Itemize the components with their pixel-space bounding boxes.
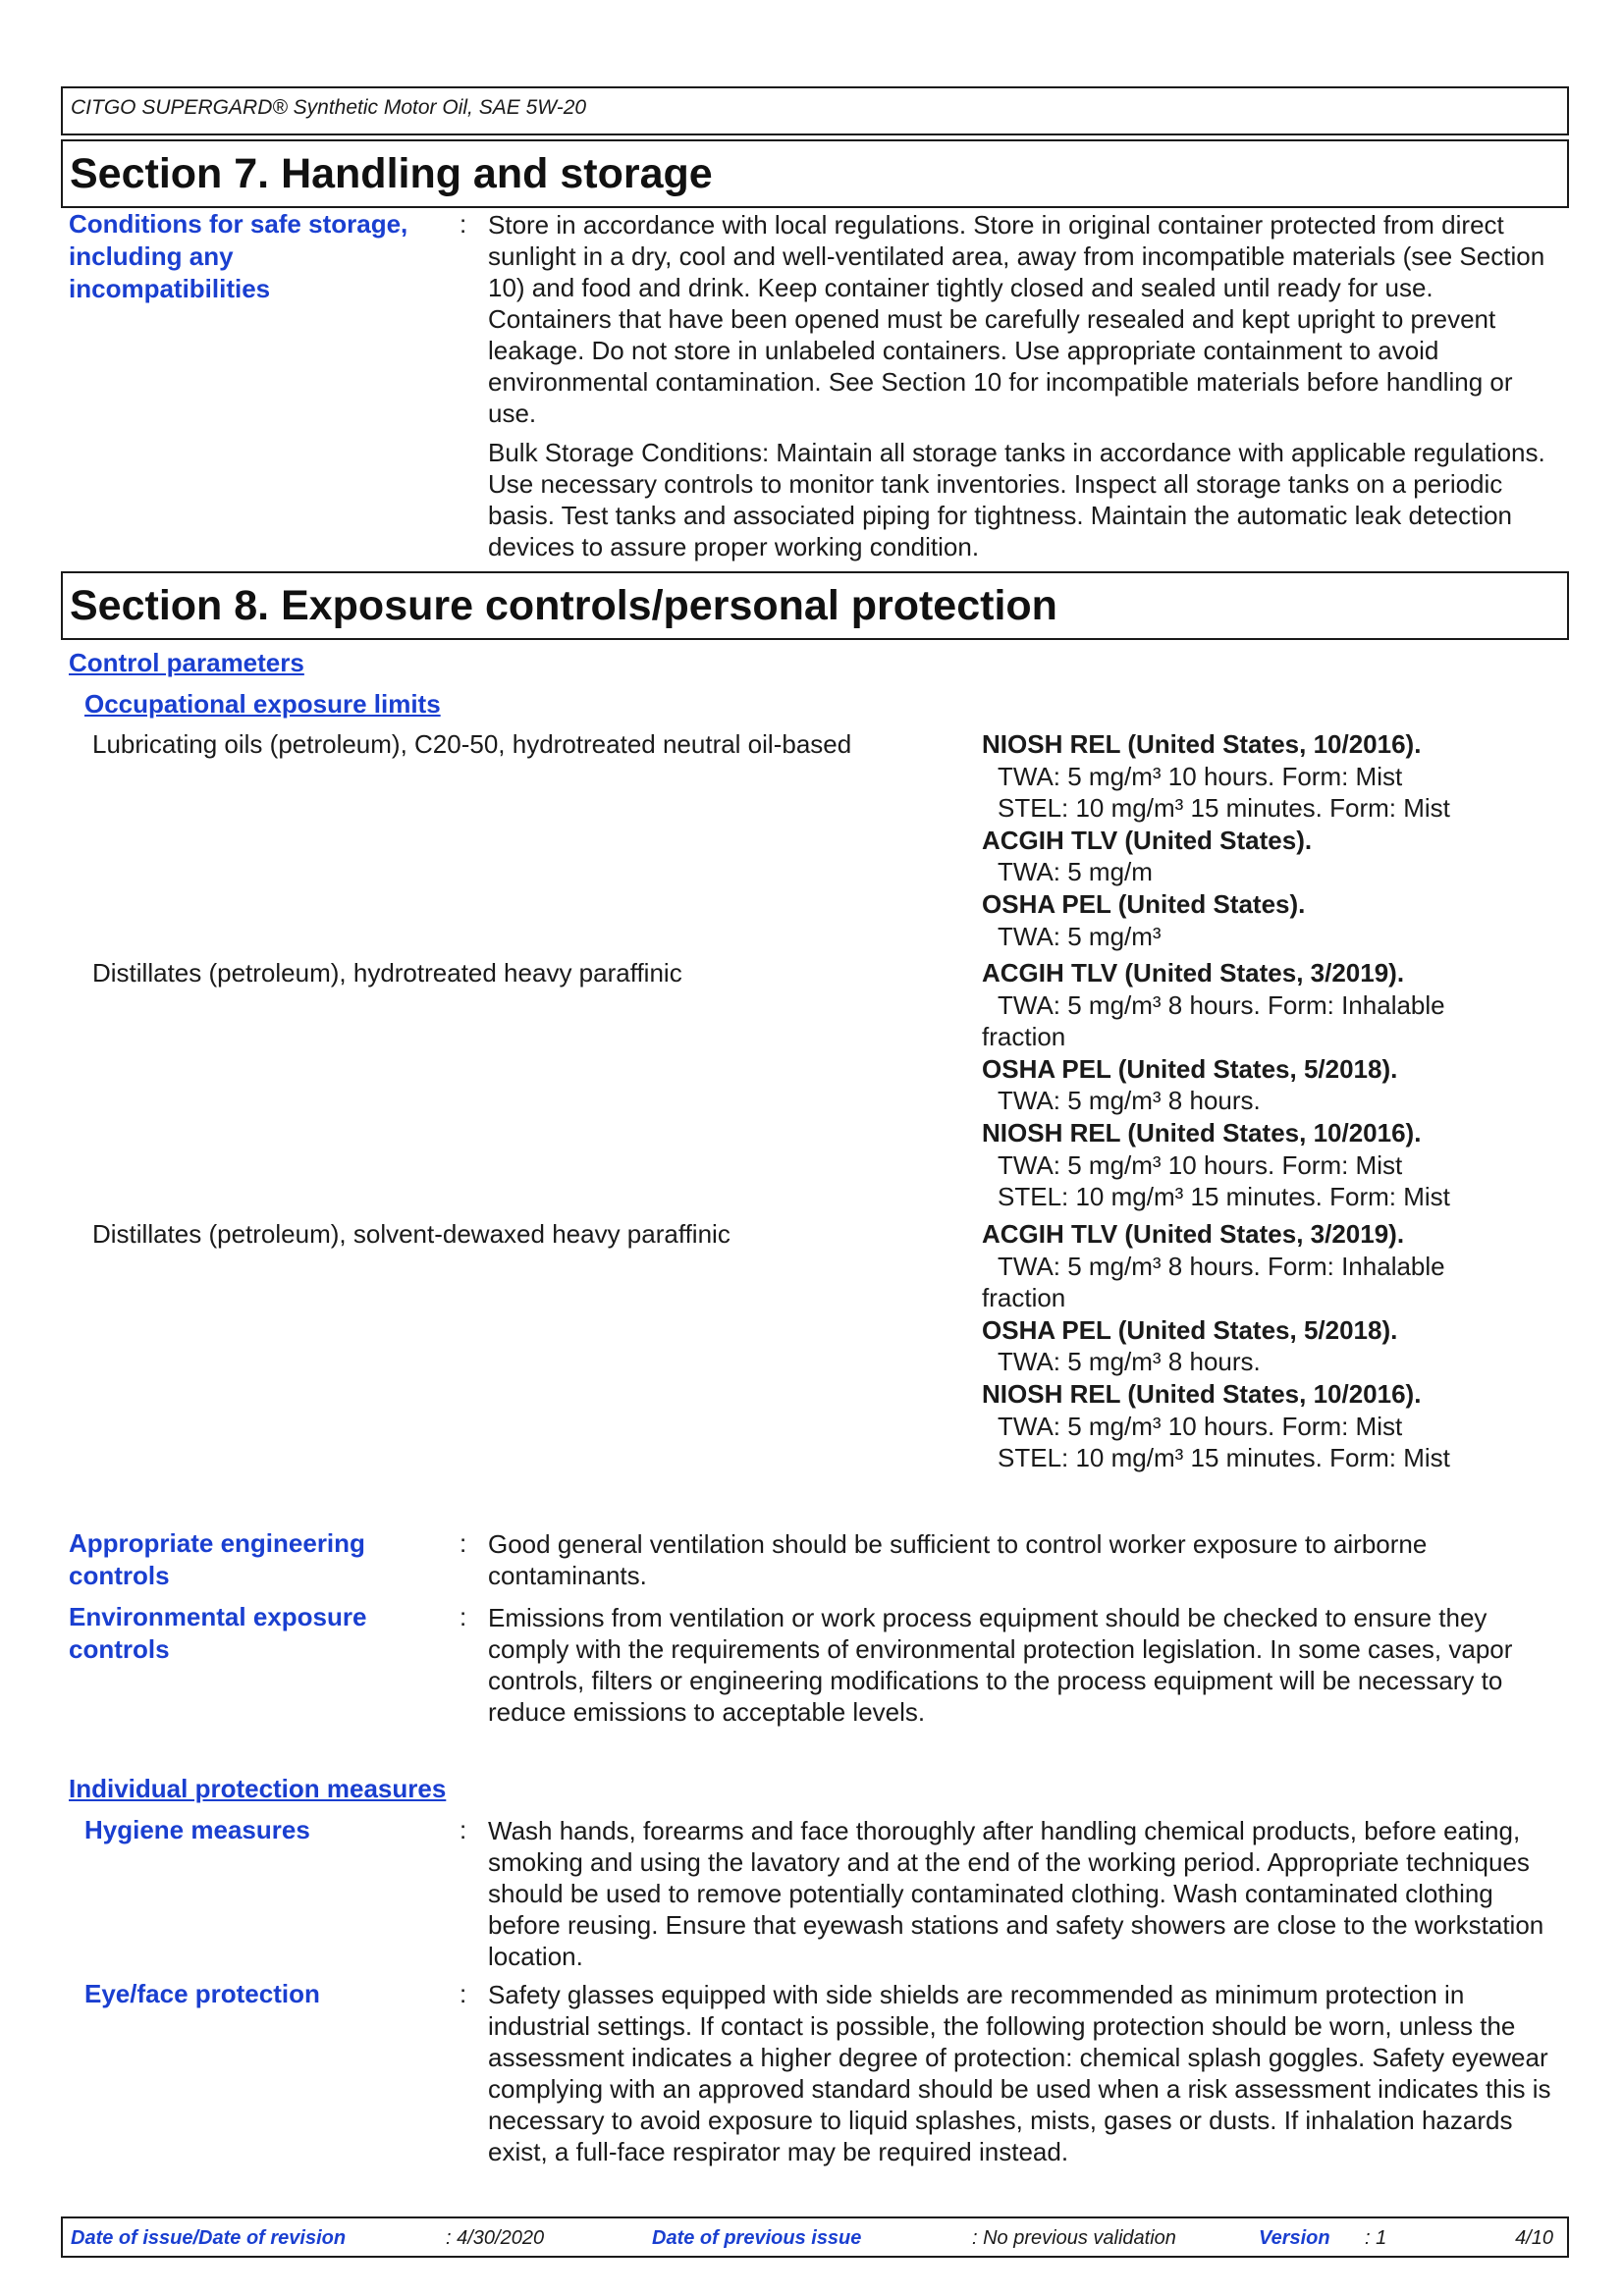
section7-heading-box <box>61 139 1569 208</box>
engineering-label-line: controls <box>69 1561 170 1590</box>
previous-issue-label: Date of previous issue <box>652 2227 862 2249</box>
limit-value: TWA: 5 mg/m³ 10 hours. Form: Mist <box>998 1149 1403 1180</box>
conditions-label-line: Conditions for safe storage, <box>69 209 408 239</box>
section7-heading: Section 7. Handling and storage <box>70 150 713 197</box>
limit-standard-title: ACGIH TLV (United States, 3/2019). <box>982 958 1405 988</box>
limit-standard-title: NIOSH REL (United States, 10/2016). <box>982 729 1422 759</box>
previous-issue-value: : No previous validation <box>972 2227 1176 2249</box>
occupational-limits-heading: Occupational exposure limits <box>84 689 441 719</box>
limit-standard-title: OSHA PEL (United States, 5/2018). <box>982 1053 1398 1084</box>
version-label: Version <box>1259 2227 1330 2249</box>
limit-value-continuation: fraction <box>982 1022 1066 1052</box>
limit-standard-title: ACGIH TLV (United States, 3/2019). <box>982 1219 1405 1249</box>
engineering-controls-label <box>69 1527 365 1592</box>
limit-value: TWA: 5 mg/m³ 8 hours. Form: Inhalable <box>998 1251 1445 1281</box>
limit-value: STEL: 10 mg/m³ 15 minutes. Form: Mist <box>998 1182 1450 1212</box>
environmental-controls-label <box>69 1601 366 1666</box>
hygiene-colon: : <box>460 1815 467 1844</box>
limit-standard-title: ACGIH TLV (United States). <box>982 825 1313 855</box>
limit-value: TWA: 5 mg/m³ <box>998 921 1162 951</box>
limit-value: TWA: 5 mg/m³ 10 hours. Form: Mist <box>998 1411 1403 1441</box>
engineering-colon: : <box>460 1528 467 1558</box>
limit-value: STEL: 10 mg/m³ 15 minutes. Form: Mist <box>998 793 1450 824</box>
engineering-controls-text: Good general ventilation should be sufficient to control worker exposure to airborne contaminants. <box>488 1529 1428 1590</box>
section8-heading: Section 8. Exposure controls/personal protection <box>70 582 1057 629</box>
eye-face-colon: : <box>460 1979 467 2008</box>
limit-standard-title: OSHA PEL (United States). <box>982 888 1306 919</box>
eye-face-protection-label: Eye/face protection <box>84 1979 320 2008</box>
issue-date-value: : 4/30/2020 <box>446 2227 545 2249</box>
conditions-text: Store in accordance with local regulations. Store in original container protected from direct sunlight in a dry, cool and well-ventilated area, away from incompatible materials (see Section 10) and food and drink. Keep container tightly closed and sealed until ready for use. Containers that have been opened must be carefully resealed and kept upright to prevent leakage. Do not store in unlabeled containers. Use appropriate containment to avoid environmental contamination. See Section 10 for incompatible materials before handling or use. <box>488 210 1545 428</box>
engineering-label-line: Appropriate engineering <box>69 1528 365 1558</box>
environmental-controls-text: Emissions from ventilation or work process equipment should be checked to ensure they comply with the requirements of environmental protection legislation. In some cases, vapor controls, filters or engineering modifications to the process equipment will be necessary to reduce emissions to acceptable levels. <box>488 1603 1513 1727</box>
environmental-colon: : <box>460 1602 467 1631</box>
bulk-storage-text: Bulk Storage Conditions: Maintain all storage tanks in accordance with applicable regulations. Use necessary controls to monitor tank inventories. Inspect all storage tanks on a periodic basis. Test tanks and associated piping for tightness. Maintain the automatic leak detection devices to assure proper working condition. <box>488 438 1545 561</box>
conditions-label-line: incompatibilities <box>69 274 271 303</box>
chemical-name: Distillates (petroleum), solvent-dewaxed heavy paraffinic <box>92 1219 730 1249</box>
product-title-bar <box>61 86 1569 135</box>
issue-date-label: Date of issue/Date of revision <box>71 2227 347 2249</box>
limit-value: TWA: 5 mg/m³ 10 hours. Form: Mist <box>998 761 1403 791</box>
hygiene-measures-label: Hygiene measures <box>84 1815 310 1844</box>
control-parameters-heading: Control parameters <box>69 648 304 677</box>
conditions-label-line: including any <box>69 241 234 271</box>
chemical-name: Distillates (petroleum), hydrotreated heavy paraffinic <box>92 958 682 988</box>
exposure-limits-list <box>982 1218 1561 1474</box>
version-value: : 1 <box>1365 2227 1387 2249</box>
exposure-limits-list <box>982 728 1561 952</box>
limit-value: TWA: 5 mg/m³ 8 hours. <box>998 1086 1261 1116</box>
eye-face-protection-text: Safety glasses equipped with side shields are recommended as minimum protection in industrial settings. If contact is possible, the following protection should be worn, unless the assessment indicates a higher degree of protection: chemical splash goggles. Safety eyewear complying with an approved standard should be used when a risk assessment indicates this is necessary to avoid exposure to liquid splashes, mists, gases or dusts. If inhalation hazards exist, a full-face respirator may be required instead. <box>488 1980 1551 2166</box>
environmental-label-line: Environmental exposure <box>69 1602 367 1631</box>
conditions-text-block <box>488 209 1558 570</box>
page-footer <box>61 2216 1569 2258</box>
product-title: CITGO SUPERGARD® Synthetic Motor Oil, SAE 5W-20 <box>71 96 587 119</box>
hygiene-measures-text: Wash hands, forearms and face thoroughly after handling chemical products, before eating, smoking and using the lavatory and at the end of the working period. Appropriate techniques should be used to remove potentially contaminated clothing. Wash contaminated clothing before reusing. Ensure that eyewash stations and safety showers are close to the workstation location. <box>488 1816 1544 1971</box>
conditions-colon: : <box>460 209 467 239</box>
page-number: 4/10 <box>1515 2227 1553 2249</box>
exposure-limits-list <box>982 957 1561 1213</box>
limit-value-continuation: fraction <box>982 1283 1066 1313</box>
limit-value: TWA: 5 mg/m³ 8 hours. Form: Inhalable <box>998 989 1445 1020</box>
chemical-name: Lubricating oils (petroleum), C20-50, hydrotreated neutral oil-based <box>92 729 852 759</box>
limit-standard-title: OSHA PEL (United States, 5/2018). <box>982 1314 1398 1345</box>
limit-value: STEL: 10 mg/m³ 15 minutes. Form: Mist <box>998 1443 1450 1473</box>
individual-protection-heading: Individual protection measures <box>69 1774 447 1803</box>
section8-heading-box <box>61 571 1569 640</box>
limit-standard-title: NIOSH REL (United States, 10/2016). <box>982 1378 1422 1409</box>
conditions-label <box>69 208 407 305</box>
limit-standard-title: NIOSH REL (United States, 10/2016). <box>982 1117 1422 1148</box>
limit-value: TWA: 5 mg/m <box>998 857 1153 887</box>
environmental-label-line: controls <box>69 1634 170 1664</box>
limit-value: TWA: 5 mg/m³ 8 hours. <box>998 1347 1261 1377</box>
